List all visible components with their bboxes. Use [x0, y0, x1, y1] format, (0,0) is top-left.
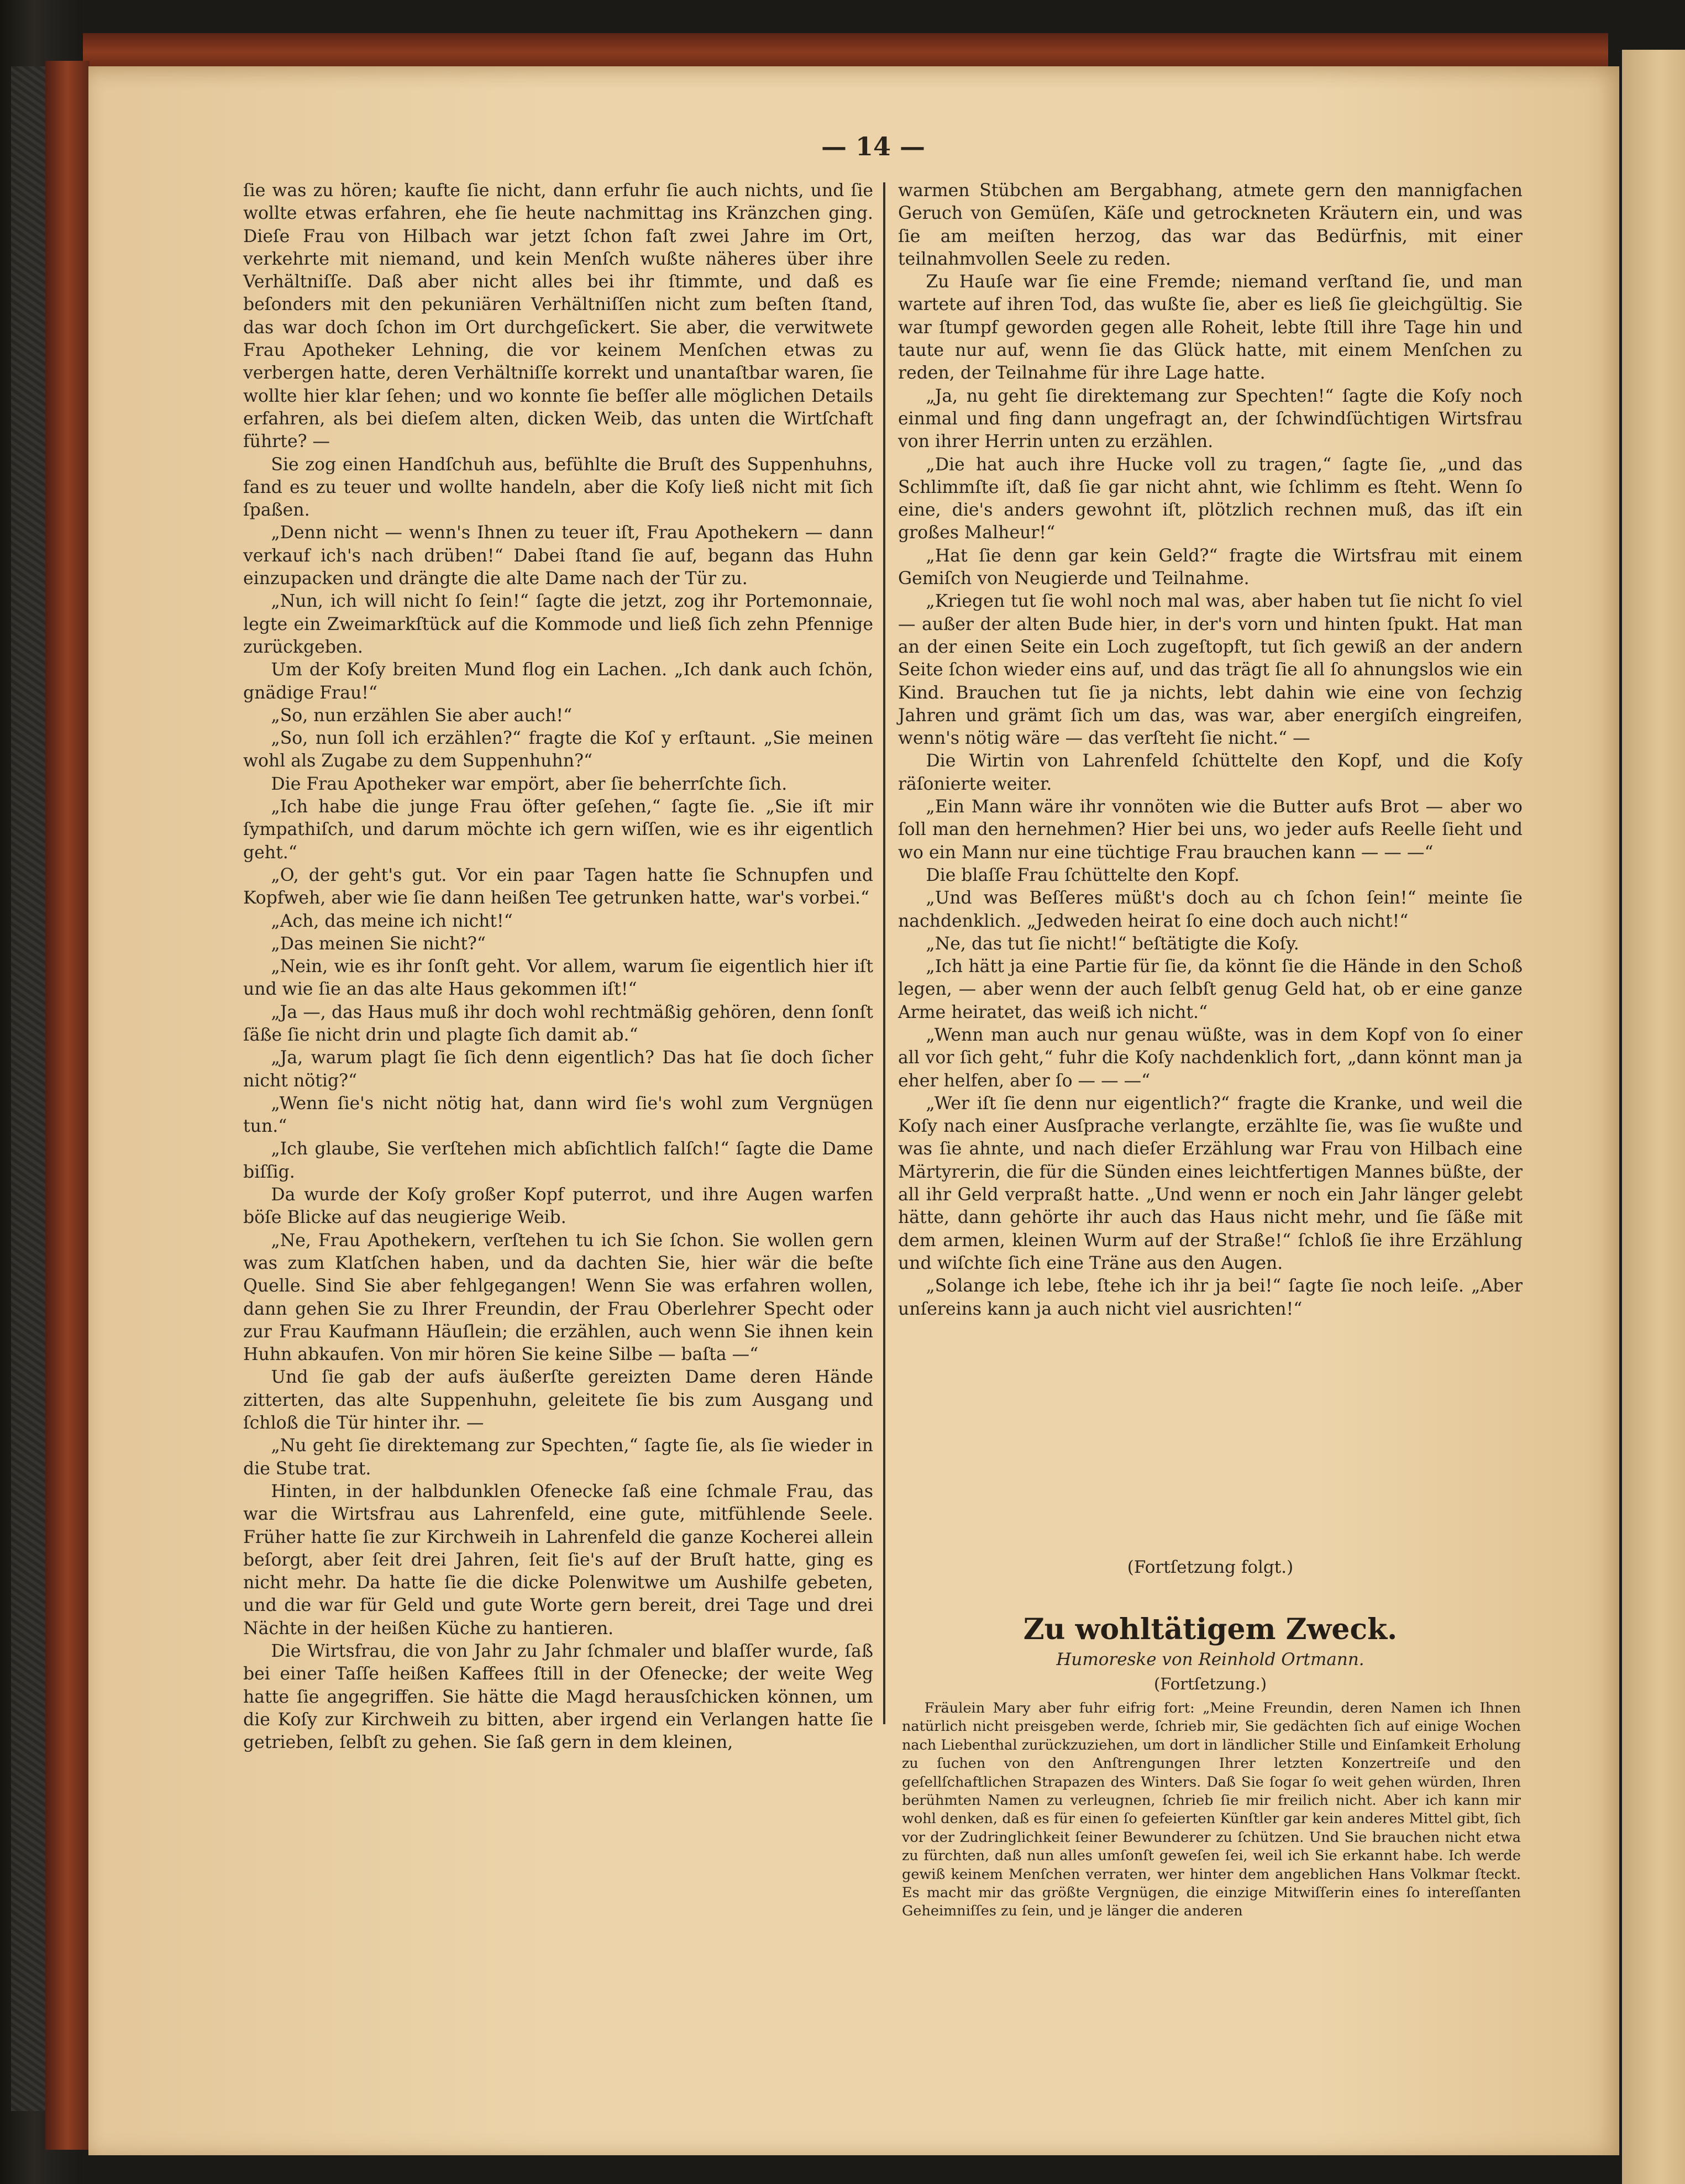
paragraph: Um der Koſy breiten Mund flog ein Lachen. „Ich dank auch ſchön, gnädige Frau!“ [243, 660, 873, 703]
continuation-note: (Fortſetzung folgt.) [1127, 1557, 1294, 1577]
paragraph: Fräulein Mary aber fuhr eifrig fort: „Meine Freundin, deren Namen ich Ihnen natürlich nicht preisgeben werde, ſchrieb mir, Sie gedächten ſich auf einige Wochen nach Liebenthal zurückzuziehen, um dort in ländlicher Stille und Einſamkeit Erholung zu ſuchen von den Anſtrengungen Ihrer letzten Konzertreiſe und den geſellſchaftlichen Strapazen des Winters. Daß Sie ſogar ſo weit gehen würden, Ihren berühmten Namen zu verleugnen, ſchrieb ſie mir freilich nicht. Aber ich kann mir wohl denken, daß es für einen ſo gefeierten Künſtler gar kein anderes Mittel gibt, ſich vor der Zudringlichkeit ſeiner Bewunderer zu ſchützen. Und Sie brauchen nicht etwa zu fürchten, daß nun alles umſonſt geweſen ſei, weil ich Sie erkannt habe. Ich werde gewiß keinem Menſchen verraten, wer hinter dem angeblichen Hans Volkmar ſteckt. Es macht mir das größte Vergnügen, die einzige Mitwiſſerin eines ſo intereſſanten Geheimniſſes zu ſein, und je länger die anderen [902, 1700, 1521, 1920]
paragraph: „Ein Mann wäre ihr vonnöten wie die Butter aufs Brot — aber wo ſoll man den hernehmen? Hier bei uns, wo jeder aufs Reelle ſieht und wo ein Mann nur eine tüchtige Frau brauchen kann — — —“ [898, 797, 1523, 863]
column-divider [883, 182, 885, 1724]
paragraph: „Ach, das meine ich nicht!“ [271, 911, 513, 931]
paragraph: „Ne, das tut ſie nicht!“ beſtätigte die Koſy. [926, 933, 1299, 954]
paragraph: „Hat ſie denn gar kein Geld?“ fragte die Wirtsfrau mit einem Gemiſch von Neugierde und Teilnahme. [898, 545, 1523, 589]
paragraph: warmen Stübchen am Bergabhang, atmete gern den mannigfachen Geruch von Gemüſen, Käſe und getrockneten Kräutern ein, und was ſie am meiſten herzog, das war das Bedürfnis, mit einer teilnahmvollen Seele zu reden. [898, 181, 1523, 269]
story-byline: Humoreske von Reinhold Ortmann. [1056, 1650, 1364, 1670]
paragraph: „Wenn ſie's nicht nötig hat, dann wird ſie's wohl zum Vergnügen tun.“ [243, 1093, 873, 1137]
paragraph: Hinten, in der halbdunklen Ofenecke ſaß eine ſchmale Frau, das war die Wirtsfrau aus Lahrenfeld, eine gute, mitfühlende Seele. Früher hatte ſie zur Kirchweih in Lahrenfeld die ganze Kocherei allein beſorgt, aber ſeit drei Jahren, ſeit ſie's auf der Bruſt hatte, ging es nicht mehr. Da hatte ſie die dicke Polenwitwe um Aushilfe gebeten, und die war für Geld und gute Worte gern bereit, drei Tage und drei Nächte in der heißen Küche zu hantieren. [243, 1481, 873, 1639]
paragraph: „Die hat auch ihre Hucke voll zu tragen,“ ſagte ſie, „und das Schlimmſte iſt, daß ſie gar nicht ahnt, wie ſchlimm es ſteht. Wenn ſo eine, die's anders gewohnt iſt, plötzlich rechnen muß, das iſt ein großes Malheur!“ [898, 454, 1523, 543]
left-column [243, 180, 873, 1754]
paragraph: „So, nun erzählen Sie aber auch!“ [271, 705, 573, 726]
paragraph: Die Frau Apotheker war empört, aber ſie beherrſchte ſich. [271, 774, 788, 794]
paragraph: Und ſie gab der aufs äußerſte gereizten Dame deren Hände zitterten, das alte Suppenhuhn, geleitete ſie bis zum Ausgang und ſchloß die Tür hinter ihr. — [243, 1367, 873, 1434]
adjacent-page-edge [1622, 50, 1685, 2184]
paragraph: Da wurde der Koſy großer Kopf puterrot, und ihre Augen warfen böſe Blicke auf das neugierige Weib. [243, 1185, 873, 1228]
paragraph: Die blaſſe Frau ſchüttelte den Kopf. [926, 865, 1240, 885]
story-continued-note: (Fortſetzung.) [1153, 1674, 1267, 1693]
story-title: Zu wohltätigem Zweck. [1023, 1613, 1398, 1646]
right-column [898, 180, 1523, 1321]
paragraph: ſie was zu hören; kaufte ſie nicht, dann erfuhr ſie auch nichts, und ſie wollte etwas erfahren, ehe ſie heute nachmittag ins Kränzchen ging. Dieſe Frau von Hilbach war jetzt ſchon faſt zwei Jahre im Ort, verkehrte mit niemand, und kein Menſch wußte näheres über ihre Verhältniſſe. Daß aber nicht alles bei ihr ſtimmte, und daß es beſonders mit den pekuniären Verhältniſſen nicht zum beſten ſtand, das war doch ſchon im Ort durchgeſickert. Sie aber, die verwitwete Frau Apotheker Lehning, die vor keinem Menſchen etwas zu verbergen hatte, deren Verhältniſſe korrekt und unantaſtbar waren, ſie wollte hier klar ſehen; und wo konnte ſie beſſer alle möglichen Details erfahren, als bei dieſem alten, dicken Weib, das unten die Wirtſchaft führte? — [243, 181, 873, 452]
paragraph: „Ich glaube, Sie verſtehen mich abſichtlich falſch!“ ſagte die Dame biſſig. [243, 1139, 873, 1182]
paragraph: „Und was Beſſeres müßt's doch au ch ſchon ſein!“ meinte ſie nachdenklich. „Jedweden heirat ſo eine doch auch nicht!“ [898, 888, 1523, 931]
paragraph: „Nein, wie es ihr ſonſt geht. Vor allem, warum ſie eigentlich hier iſt und wie ſie an das alte Haus gekommen iſt!“ [243, 957, 873, 1000]
paragraph: „Ich habe die junge Frau öfter geſehen,“ ſagte ſie. „Sie iſt mir ſympathiſch, und darum möchte ich gern wiſſen, wie es ihr eigentlich geht.“ [243, 797, 873, 863]
paragraph: „Denn nicht — wenn's Ihnen zu teuer iſt, Frau Apothekern — dann verkauf ich's nach drüben!“ Dabei ſtand ſie auf, begann das Huhn einzupacken und drängte die alte Dame nach der Tür zu. [243, 523, 873, 589]
paragraph: „Wenn man auch nur genau wüßte, was in dem Kopf von ſo einer all vor ſich geht,“ fuhr die Koſy nachdenklich fort, „dann könnt man ja eher helfen, aber ſo — — —“ [898, 1025, 1523, 1091]
paragraph: „Nun, ich will nicht ſo ſein!“ ſagte die jetzt, zog ihr Portemonnaie, legte ein Zweimarkſtück auf die Kommode und ließ ſich zehn Pfennige zurückgeben. [243, 591, 873, 657]
cover-edge-left [45, 61, 90, 2150]
paragraph: „Ja, nu geht ſie direktemang zur Spechten!“ ſagte die Koſy noch einmal und fing dann ungefragt an, der ſchwindſüchtigen Wirtsfrau von ihrer Herrin unten zu erzählen. [898, 386, 1523, 452]
paragraph: „O, der geht's gut. Vor ein paar Tagen hatte ſie Schnupfen und Kopfweh, aber wie ſie dann heißen Tee getrunken hatte, war's vorbei.“ [243, 865, 873, 909]
paragraph: Die Wirtin von Lahrenfeld ſchüttelte den Kopf, und die Koſy räſonierte weiter. [898, 751, 1523, 794]
paragraph: „Kriegen tut ſie wohl noch mal was, aber haben tut ſie nicht ſo viel — außer der alten Bude hier, in der's vorn und hinten ſpukt. Hat man an der einen Seite ein Loch zugeſtopft, tut ſich gewiß an der andern Seite ſchon wieder eins auf, und das trägt ſie all ſo ahnungslos wie ein Kind. Brauchen tut ſie ja nichts, lebt dahin wie eine von ſechzig Jahren und grämt ſich um das, was war, aber energiſch eingreifen, wenn's nötig wäre — das verſteht ſie nicht.“ — [898, 591, 1523, 749]
paragraph: „Ja —, das Haus muß ihr doch wohl rechtmäßig gehören, denn ſonſt ſäße ſie nicht drin und plagte ſich damit ab.“ [243, 1002, 873, 1045]
paragraph: Sie zog einen Handſchuh aus, befühlte die Bruſt des Suppenhuhns, fand es zu teuer und wollte handeln, aber die Koſy ließ nicht mit ſich ſpaßen. [243, 454, 873, 521]
paragraph: „Solange ich lebe, ſtehe ich ihr ja bei!“ ſagte ſie noch leiſe. „Aber unſereins kann ja auch nicht viel ausrichten!“ [898, 1276, 1523, 1319]
paragraph: „Ne, Frau Apothekern, verſtehen tu ich Sie ſchon. Sie wollen gern was zum Klatſchen haben, und da dachten Sie, hier wär die beſte Quelle. Sind Sie aber fehlgegangen! Wenn Sie was erfahren wollen, dann gehen Sie zu Ihrer Freundin, der Frau Oberlehrer Specht oder zur Frau Kaufmann Häuſlein; die erzählen, auch wenn Sie ihnen kein Huhn abkaufen. Von mir hören Sie keine Silbe — baſta —“ [243, 1230, 873, 1365]
paragraph: Zu Hauſe war ſie eine Fremde; niemand verſtand ſie, und man wartete auf ihren Tod, das wußte ſie, aber es ließ ſie gleichgültig. Sie war ſtumpf geworden gegen alle Roheit, lebte ſtill ihre Tage hin und taute nur auf, wenn ſie das Glück hatte, mit einem Menſchen zu reden, der Teilnahme für ihre Lage hatte. [898, 272, 1523, 384]
paragraph: Die Wirtsfrau, die von Jahr zu Jahr ſchmaler und blaſſer wurde, ſaß bei einer Taſſe heißen Kaffees ſtill in der Ofenecke; der weite Weg hatte ſie angegriffen. Sie hätte die Magd herausſchicken können, um die Koſy zur Kirchweih zu bitten, aber irgend ein Verlangen hatte ſie getrieben, ſelbſt zu gehen. Sie ſaß gern in dem kleinen, [243, 1641, 873, 1753]
paragraph: „So, nun ſoll ich erzählen?“ fragte die Koſ y erſtaunt. „Sie meinen wohl als Zugabe zu dem Suppenhuhn?“ [243, 728, 873, 771]
paragraph: „Das meinen Sie nicht?“ [271, 933, 486, 954]
paragraph: „Ich hätt ja eine Partie für ſie, da könnt ſie die Hände in den Schoß legen, — aber wenn der auch ſelbſt genug Geld hat, ob er eine ganze Arme heiratet, das weiß ich nicht.“ [898, 957, 1523, 1022]
paragraph: „Nu geht ſie direktemang zur Spechten,“ ſagte ſie, als ſie wieder in die Stube trat. [243, 1436, 873, 1479]
paragraph: „Wer iſt ſie denn nur eigentlich?“ fragte die Kranke, und weil die Koſy nach einer Ausſprache verlangte, erzählte ſie, was ſie wußte und was ſie ahnte, und nach dieſer Erzählung war Frau von Hilbach eine Märtyrerin, die für die Sünden eines leichtfertigen Mannes büßte, der all ihr Geld verpraßt hatte. „Und wenn er noch ein Jahr länger gelebt hätte, dann gehörte ihr auch das Haus nicht mehr, und ſie ſäße mit dem armen, kleinen Wurm auf der Straße!“ ſchloß ſie ihre Erzählung und wiſchte ſich eine Träne aus den Augen. [898, 1093, 1523, 1273]
paragraph: „Ja, warum plagt ſie ſich denn eigentlich? Das hat ſie doch ſicher nicht nötig?“ [243, 1048, 873, 1091]
page-number: — 14 — [821, 132, 926, 161]
story-body [902, 1699, 1521, 1921]
